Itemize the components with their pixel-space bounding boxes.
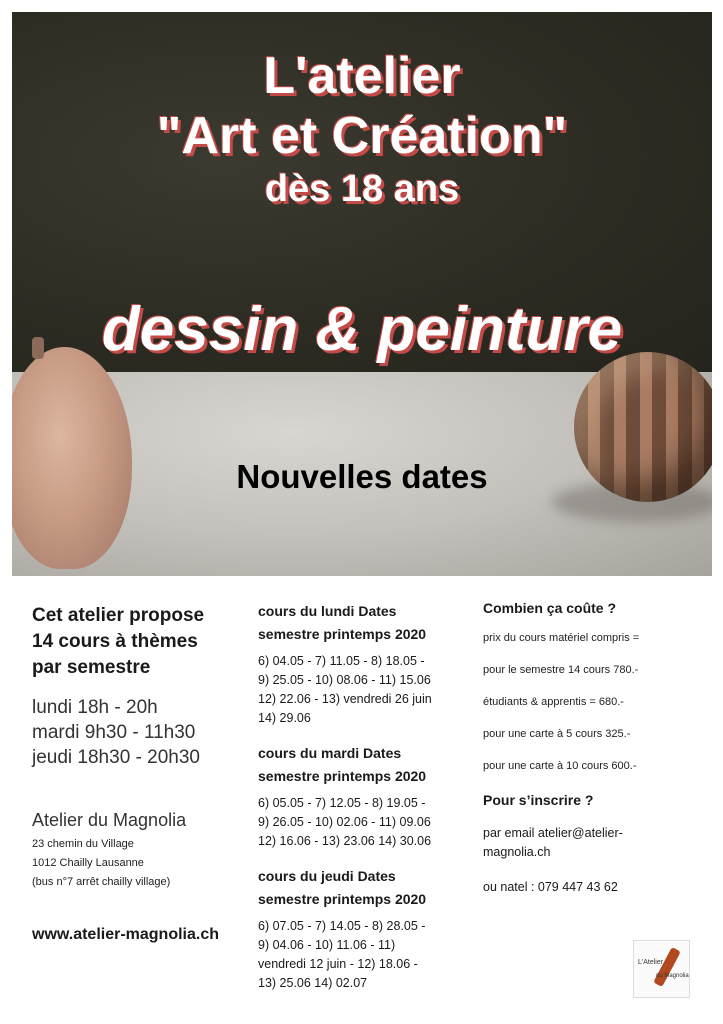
price-line: pour le semestre 14 cours 780.- [483, 664, 639, 676]
title-line-1: L'atelier [263, 47, 461, 105]
logo-text-1: L'Atelier [638, 959, 664, 966]
schedule-tuesday: mardi 9h30 - 11h30 [32, 722, 196, 743]
brush-icon [653, 947, 681, 987]
course-title: cours du lundi Dates [258, 603, 397, 619]
intro-prefix: Cet [32, 605, 68, 626]
age-requirement: dès 18 ans [264, 168, 460, 210]
venue-bus: (bus n°7 arrêt chailly village) [32, 876, 171, 888]
intro-bold-word: atelier [67, 605, 124, 626]
course-semester: semestre printemps 2020 [258, 891, 427, 907]
hero-banner [12, 12, 712, 576]
subtitle: dessin & peinture [101, 295, 623, 364]
course-title: cours du mardi Dates [258, 745, 402, 761]
logo-text-2: du Magnolia [656, 973, 689, 979]
price-line: pour une carte à 10 cours 600.- [483, 760, 637, 772]
course-dates: 6) 04.05 - 7) 11.05 - 8) 18.05 - 9) 25.05 - 10) 08.06 - 11) 15.06 12) 22.06 - 13) vendredi 26 juin 14) 29.06 [258, 654, 432, 725]
venue-name: Atelier du Magnolia [32, 810, 187, 830]
pricing-heading: Combien ça coûte ? [483, 600, 617, 616]
venue-city: 1012 Chailly Lausanne [32, 857, 144, 869]
course-dates: 6) 07.05 - 7) 14.05 - 8) 28.05 - 9) 04.06 - 10) 11.06 - 11) vendredi 12 juin - 12) 18.06 - 13) 25.06 14) 02.07 [258, 919, 426, 990]
schedule-thursday: jeudi 18h30 - 20h30 [32, 747, 200, 768]
signup-phone[interactable]: ou natel : 079 447 43 62 [483, 880, 618, 894]
schedule-monday: lundi 18h - 20h [32, 697, 158, 718]
news-heading: Nouvelles dates [236, 458, 488, 495]
course-thursday [258, 865, 468, 993]
course-dates: 6) 05.05 - 7) 12.05 - 8) 19.05 - 9) 26.05 - 10) 02.06 - 11) 09.06 12) 16.06 - 13) 23.06 14) 30.06 [258, 796, 432, 848]
price-line: étudiants & apprentis = 680.- [483, 696, 624, 708]
pricing-column [483, 600, 713, 894]
price-line: pour une carte à 5 cours 325.- [483, 728, 631, 740]
signup-email[interactable]: par email atelier@atelier- magnolia.ch [483, 826, 623, 859]
intro-suffix: propose [123, 605, 205, 626]
intro-line-3: par semestre [32, 657, 151, 678]
price-line: prix du cours matériel compris = [483, 632, 640, 644]
schedule-list [32, 695, 242, 770]
course-tuesday [258, 742, 468, 851]
venue-address [32, 835, 242, 892]
intro-line-2: 14 cours à thèmes [32, 631, 198, 652]
course-monday [258, 600, 468, 728]
venue-street: 23 chemin du Village [32, 838, 134, 850]
signup-heading: Pour s’inscrire ? [483, 792, 594, 808]
course-title: cours du jeudi Dates [258, 868, 396, 884]
course-semester: semestre printemps 2020 [258, 626, 427, 642]
intro-text [32, 603, 242, 681]
atelier-logo [633, 940, 690, 998]
courses-column [258, 600, 468, 993]
info-column [32, 603, 242, 944]
title-line-2: "Art et Création" [156, 107, 568, 165]
website-link[interactable]: www.atelier-magnolia.ch [32, 926, 220, 943]
course-semester: semestre printemps 2020 [258, 768, 427, 784]
